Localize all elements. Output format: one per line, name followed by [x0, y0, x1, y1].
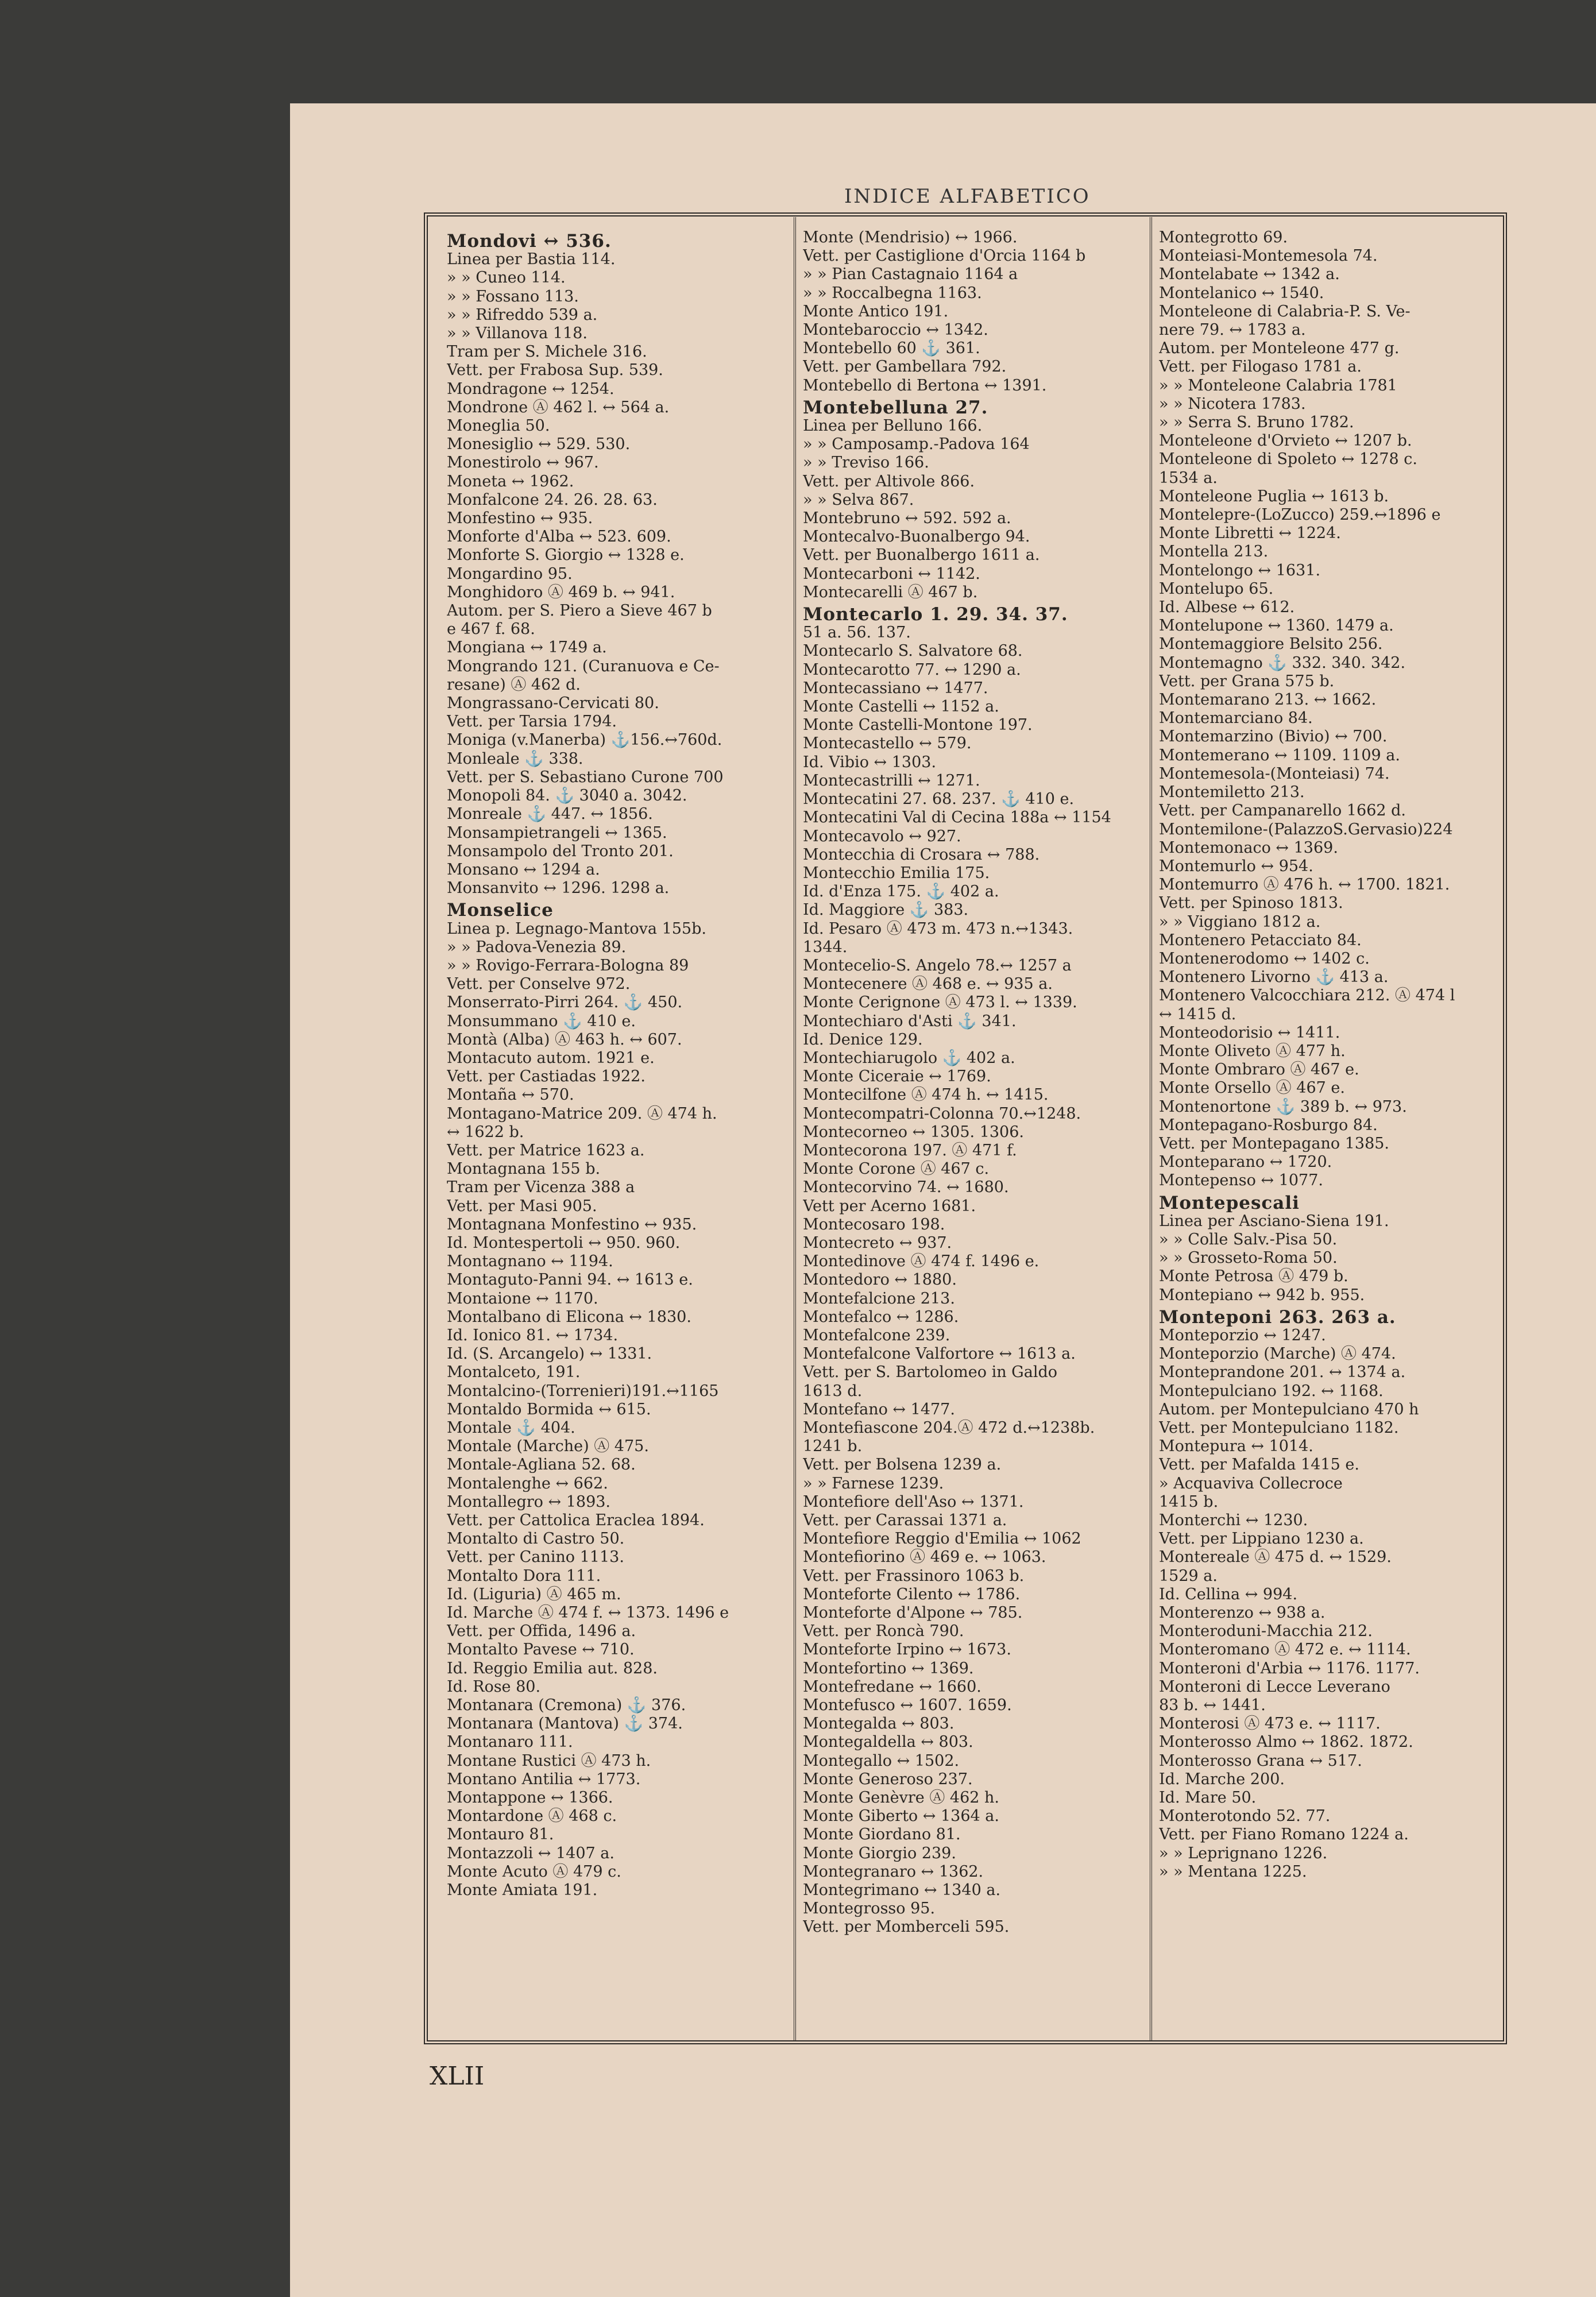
index-entry: Monte (Mendrisio) ↔ 1966. — [803, 229, 1018, 246]
index-entry: Montecarboni ↔ 1142. — [803, 564, 980, 583]
index-entry: Monsummano ⚓ 410 e. — [447, 1012, 636, 1030]
index-entry: Monterenzo ↔ 938 a. — [1159, 1604, 1326, 1622]
index-entry: Montefalco ↔ 1286. — [803, 1308, 959, 1326]
index-entry: Vett. per Altivole 866. — [803, 472, 975, 490]
index-entry: nere 79. ↔ 1783 a. — [1159, 321, 1306, 339]
index-entry: Monteparano ↔ 1720. — [1159, 1153, 1332, 1171]
index-entry: Vett. per Carassai 1371 a. — [803, 1511, 1007, 1530]
index-entry: Monte Orsello Ⓐ 467 e. — [1159, 1079, 1345, 1097]
index-entry: Vett. per Castiadas 1922. — [447, 1068, 646, 1086]
index-entry: Vett. per Montepagano 1385. — [1159, 1134, 1390, 1153]
index-entry: Montemurro Ⓐ 476 h. ↔ 1700. 1821. — [1159, 876, 1450, 894]
index-entry: Montemagno ⚓ 332. 340. 342. — [1159, 653, 1406, 672]
index-entry: Mongrando 121. (Curanuova e Ce- — [447, 657, 720, 675]
index-heading: Monteponi 263. 263 a. — [1159, 1308, 1396, 1327]
index-entry: Montecastello ↔ 579. — [803, 734, 972, 753]
index-entry: Vett. per Castiglione d'Orcia 1164 b — [803, 247, 1086, 265]
index-entry: Monte Cerignone Ⓐ 473 l. ↔ 1339. — [803, 993, 1077, 1012]
index-entry: » » Treviso 166. — [803, 454, 929, 472]
index-entry: Montegrotto 69. — [1159, 229, 1288, 246]
index-entry: Monte Antico 191. — [803, 302, 949, 320]
index-entry: Montepulciano 192. ↔ 1168. — [1159, 1382, 1384, 1400]
index-entry: Vett. per Mafalda 1415 e. — [1159, 1456, 1359, 1474]
index-entry: Montalenghe ↔ 662. — [447, 1474, 608, 1492]
index-entry: Monte Petrosa Ⓐ 479 b. — [1159, 1267, 1348, 1286]
index-entry: Montaione ↔ 1170. — [447, 1289, 598, 1308]
index-entry: ↔ 1415 d. — [1159, 1005, 1236, 1023]
index-entry: Id. (Liguria) Ⓐ 465 m. — [447, 1585, 621, 1603]
index-entry: 1534 a. — [1159, 469, 1218, 487]
index-entry: Vett. per Frassinoro 1063 b. — [803, 1567, 1025, 1585]
index-entry: Montelongo ↔ 1631. — [1159, 561, 1321, 579]
index-entry: Vett. per Buonalbergo 1611 a. — [803, 546, 1040, 564]
index-entry: Moneglia 50. — [447, 417, 550, 435]
index-entry: » » Roccalbegna 1163. — [803, 284, 982, 302]
index-entry: Montenero Livorno ⚓ 413 a. — [1159, 968, 1389, 987]
index-entry: Monteroni d'Arbia ↔ 1176. 1177. — [1159, 1659, 1420, 1677]
index-entry: Montecalvo-Buonalbergo 94. — [803, 528, 1030, 546]
index-entry: » » Monteleone Calabria 1781 — [1159, 376, 1397, 395]
index-entry: Montecilfone Ⓐ 474 h. ↔ 1415. — [803, 1086, 1049, 1104]
index-heading: Monselice — [447, 901, 554, 920]
page-number: XLII — [430, 2062, 485, 2091]
index-entry: Montefusco ↔ 1607. 1659. — [803, 1696, 1012, 1715]
index-column-1 — [447, 229, 789, 2037]
index-entry: Vett. per S. Bartolomeo in Galdo — [803, 1363, 1058, 1382]
index-entry: Montappone ↔ 1366. — [447, 1789, 613, 1807]
index-entry: Montecompatri-Colonna 70.↔1248. — [803, 1104, 1081, 1123]
index-entry: Montecatini 27. 68. 237. ⚓ 410 e. — [803, 790, 1075, 809]
index-entry: Monteleone Puglia ↔ 1613 b. — [1159, 487, 1389, 505]
index-entry: Montale ⚓ 404. — [447, 1419, 575, 1437]
index-entry: resane) Ⓐ 462 d. — [447, 675, 581, 694]
index-entry: Monteroni di Lecce Leverano — [1159, 1677, 1390, 1696]
index-entry: Monteleone d'Orvieto ↔ 1207 b. — [1159, 432, 1412, 450]
index-entry: Montecarotto 77. ↔ 1290 a. — [803, 660, 1021, 679]
index-entry: Monteforte Cilento ↔ 1786. — [803, 1585, 1021, 1603]
index-entry: e 467 f. 68. — [447, 620, 535, 639]
index-entry: Montano Antilia ↔ 1773. — [447, 1770, 641, 1788]
index-entry: Montebello di Bertona ↔ 1391. — [803, 376, 1047, 395]
index-entry: » » Selva 867. — [803, 490, 914, 509]
index-entry: Monterchi ↔ 1230. — [1159, 1511, 1308, 1530]
index-entry: Monteforte d'Alpone ↔ 785. — [803, 1604, 1023, 1622]
index-entry: Monteleone di Calabria-P. S. Ve- — [1159, 302, 1410, 320]
index-entry: Montalto Pavese ↔ 710. — [447, 1641, 635, 1659]
index-entry: Montecchio Emilia 175. — [803, 864, 990, 882]
index-entry: Montegrimano ↔ 1340 a. — [803, 1881, 1001, 1900]
index-entry: Montefiorino Ⓐ 469 e. ↔ 1063. — [803, 1548, 1046, 1567]
index-entry: Vett. per S. Sebastiano Curone 700 — [447, 768, 724, 786]
index-entry: Montegrosso 95. — [803, 1900, 936, 1918]
index-entry: Monterotondo 52. 77. — [1159, 1807, 1331, 1826]
index-entry: Montà (Alba) Ⓐ 463 h. ↔ 607. — [447, 1030, 682, 1049]
index-entry: » » Farnese 1239. — [803, 1474, 944, 1492]
index-entry: » » Colle Salv.-Pisa 50. — [1159, 1230, 1338, 1248]
index-entry: Monte Giorgio 239. — [803, 1844, 956, 1862]
index-entry: Id. Reggio Emilia aut. 828. — [447, 1659, 658, 1677]
index-entry: Montemarciano 84. — [1159, 709, 1313, 728]
index-entry: Montale-Agliana 52. 68. — [447, 1456, 636, 1474]
index-entry: Monteiasi-Montemesola 74. — [1159, 247, 1378, 265]
index-entry: Montecorneo ↔ 1305. 1306. — [803, 1123, 1024, 1141]
index-entry: Montemiletto 213. — [1159, 783, 1305, 802]
index-entry: Montalto Dora 111. — [447, 1567, 601, 1585]
index-entry: Montegaldella ↔ 803. — [803, 1733, 973, 1751]
index-entry: 1344. — [803, 938, 848, 956]
index-entry: Vett. per Frabosa Sup. 539. — [447, 361, 663, 380]
index-entry: Montelanico ↔ 1540. — [1159, 284, 1324, 302]
index-heading: Montecarlo 1. 29. 34. 37. — [803, 605, 1068, 624]
index-entry: Mongardino 95. — [447, 564, 573, 583]
index-entry: Monteodorisio ↔ 1411. — [1159, 1023, 1340, 1042]
index-entry: Monleale ⚓ 338. — [447, 749, 583, 768]
index-entry: Montaguto-Panni 94. ↔ 1613 e. — [447, 1271, 693, 1289]
index-entry: Vett. per Cattolica Eraclea 1894. — [447, 1511, 705, 1530]
index-entry: Montepiano ↔ 942 b. 955. — [1159, 1286, 1365, 1304]
index-entry: » » Serra S. Bruno 1782. — [1159, 413, 1354, 432]
index-entry: Vett per Acerno 1681. — [803, 1197, 976, 1215]
index-entry: » » Rovigo-Ferrara-Bologna 89 — [447, 956, 689, 975]
index-entry: » » Camposamp.-Padova 164 — [803, 435, 1030, 454]
index-entry: Montanaro 111. — [447, 1733, 573, 1751]
index-entry: Montecavolo ↔ 927. — [803, 827, 961, 845]
index-entry: Vett. per Conselve 972. — [447, 975, 631, 993]
index-entry: Montagnana Monfestino ↔ 935. — [447, 1215, 697, 1233]
index-entry: Tram per Vicenza 388 a — [447, 1178, 635, 1197]
index-entry: Montagnana 155 b. — [447, 1160, 601, 1178]
index-entry: Montale (Marche) Ⓐ 475. — [447, 1437, 649, 1456]
index-entry: Monopoli 84. ⚓ 3040 a. 3042. — [447, 787, 687, 805]
index-entry: Autom. per Montepulciano 470 h — [1159, 1400, 1419, 1418]
index-entry: Autom. per Monteleone 477 g. — [1159, 339, 1400, 358]
index-entry: 1613 d. — [803, 1382, 863, 1400]
index-entry: 51 a. 56. 137. — [803, 624, 911, 642]
index-entry: Monte Amiata 191. — [447, 1881, 598, 1900]
index-entry: Montefiore Reggio d'Emilia ↔ 1062 — [803, 1530, 1081, 1548]
index-entry: Montecreto ↔ 937. — [803, 1233, 952, 1252]
index-entry: Montefiore dell'Aso ↔ 1371. — [803, 1492, 1024, 1511]
index-entry: Montalbano di Elicona ↔ 1830. — [447, 1308, 691, 1326]
index-entry: Monte Corone Ⓐ 467 c. — [803, 1160, 990, 1178]
index-entry: Montella 213. — [1159, 543, 1269, 561]
index-entry: Vett. per Filogaso 1781 a. — [1159, 358, 1362, 376]
index-entry: Id. Pesaro Ⓐ 473 m. 473 n.↔1343. — [803, 919, 1073, 938]
index-entry: Monterosso Grana ↔ 517. — [1159, 1751, 1362, 1770]
index-entry: 1241 b. — [803, 1437, 863, 1456]
index-entry: Vett. per Canino 1113. — [447, 1548, 624, 1567]
index-entry: Monte Giordano 81. — [803, 1826, 961, 1844]
index-entry: Montepagano-Rosburgo 84. — [1159, 1116, 1378, 1134]
index-entry: Montemaggiore Belsito 256. — [1159, 635, 1383, 653]
index-entry: » » Fossano 113. — [447, 287, 579, 306]
index-entry: Linea per Asciano-Siena 191. — [1159, 1212, 1389, 1230]
index-entry: Montecatini Val di Cecina 188a ↔ 1154 — [803, 809, 1111, 827]
index-entry: Montazzoli ↔ 1407 a. — [447, 1844, 615, 1862]
index-entry: Montalto di Castro 50. — [447, 1530, 625, 1548]
index-entry: » » Mentana 1225. — [1159, 1862, 1307, 1881]
column-separator — [1150, 217, 1152, 2041]
index-entry: Montefalcone Valfortore ↔ 1613 a. — [803, 1345, 1076, 1363]
index-entry: ↔ 1622 b. — [447, 1123, 524, 1141]
index-entry: Monte Acuto Ⓐ 479 c. — [447, 1862, 621, 1881]
index-entry: Monteporzio (Marche) Ⓐ 474. — [1159, 1345, 1396, 1363]
index-entry: Monteroduni-Macchia 212. — [1159, 1622, 1373, 1641]
index-entry: Vett. per Tarsia 1794. — [447, 713, 617, 731]
index-entry: Montemerano ↔ 1109. 1109 a. — [1159, 746, 1400, 764]
index-entry: Monghidoro Ⓐ 469 b. ↔ 941. — [447, 583, 675, 601]
index-entry: Vett. per Matrice 1623 a. — [447, 1141, 645, 1159]
index-entry: Monfestino ↔ 935. — [447, 509, 593, 528]
index-entry: Mondrone Ⓐ 462 l. ↔ 564 a. — [447, 398, 670, 416]
index-entry: Montenero Valcocchiara 212. Ⓐ 474 l — [1159, 987, 1455, 1005]
index-entry: Montaña ↔ 570. — [447, 1086, 574, 1104]
index-entry: Montalceto, 191. — [447, 1363, 581, 1382]
index-entry: Montechiaro d'Asti ⚓ 341. — [803, 1012, 1017, 1030]
index-entry: Monterosso Almo ↔ 1862. 1872. — [1159, 1733, 1413, 1751]
index-entry: Montecelio-S. Angelo 78.↔ 1257 a — [803, 956, 1072, 975]
index-entry: Montelabate ↔ 1342 a. — [1159, 265, 1340, 284]
index-entry: Montecchia di Crosara ↔ 788. — [803, 845, 1040, 864]
index-entry: Montenero Petacciato 84. — [1159, 931, 1362, 949]
index-entry: Montefredane ↔ 1660. — [803, 1677, 981, 1696]
index-entry: Monreale ⚓ 447. ↔ 1856. — [447, 805, 653, 823]
index-entry: Montecarelli Ⓐ 467 b. — [803, 583, 978, 601]
index-entry: Monteprandone 201. ↔ 1374 a. — [1159, 1363, 1406, 1382]
index-entry: Montechiarugolo ⚓ 402 a. — [803, 1049, 1015, 1067]
page-header: INDICE ALFABETICO — [844, 185, 1091, 208]
index-entry: » » Leprignano 1226. — [1159, 1844, 1328, 1862]
index-entry: Vett. per Masi 905. — [447, 1197, 597, 1215]
index-entry: Montedoro ↔ 1880. — [803, 1271, 957, 1289]
index-entry: Monsano ↔ 1294 a. — [447, 860, 600, 879]
index-entry: Montegallo ↔ 1502. — [803, 1751, 960, 1770]
index-entry: Id. Albese ↔ 612. — [1159, 598, 1295, 617]
index-entry: Monsanvito ↔ 1296. 1298 a. — [447, 879, 670, 898]
index-entry: Montemesola-(Monteiasi) 74. — [1159, 764, 1390, 783]
index-entry: Vett. per Grana 575 b. — [1159, 672, 1335, 690]
index-entry: Vett. per Spinoso 1813. — [1159, 894, 1343, 912]
index-entry: Montanara (Cremona) ⚓ 376. — [447, 1696, 686, 1715]
index-entry: Montecenere Ⓐ 468 e. ↔ 935 a. — [803, 975, 1053, 993]
index-entry: Vett. per Offida, 1496 a. — [447, 1622, 636, 1641]
index-entry: Id. Vibio ↔ 1303. — [803, 753, 937, 771]
index-entry: Id. Rose 80. — [447, 1677, 541, 1696]
index-entry: Montebello 60 ⚓ 361. — [803, 339, 980, 358]
index-entry: » Acquaviva Collecroce — [1159, 1474, 1343, 1492]
index-entry: Moneta ↔ 1962. — [447, 472, 574, 490]
index-entry: Montagano-Matrice 209. Ⓐ 474 h. — [447, 1104, 717, 1123]
index-entry: Tram per S. Michele 316. — [447, 343, 647, 361]
index-entry: Montedinove Ⓐ 474 f. 1496 e. — [803, 1252, 1039, 1271]
index-entry: Montecorona 197. Ⓐ 471 f. — [803, 1141, 1017, 1159]
index-entry: » » Viggiano 1812 a. — [1159, 912, 1321, 931]
index-entry: Montemonaco ↔ 1369. — [1159, 838, 1338, 857]
column-separator — [794, 217, 796, 2041]
index-entry: Montardone Ⓐ 468 c. — [447, 1807, 617, 1826]
index-entry: Id. (S. Arcangelo) ↔ 1331. — [447, 1345, 652, 1363]
index-entry: Montauro 81. — [447, 1826, 554, 1844]
index-entry: Vett. per Roncà 790. — [803, 1622, 964, 1641]
index-entry: Montebruno ↔ 592. 592 a. — [803, 509, 1011, 528]
index-entry: Montemarzino (Bivio) ↔ 700. — [1159, 728, 1388, 746]
index-entry: Moniga (v.Manerba) ⚓156.↔760d. — [447, 731, 722, 749]
index-entry: Monte Castelli-Montone 197. — [803, 716, 1033, 734]
index-entry: Montemarano 213. ↔ 1662. — [1159, 691, 1377, 709]
index-entry: Montemilone-(PalazzoS.Gervasio)224 — [1159, 820, 1453, 838]
index-entry: Montemurlo ↔ 954. — [1159, 857, 1313, 875]
index-entry: Montecorvino 74. ↔ 1680. — [803, 1178, 1009, 1197]
index-entry: Vett. per Momberceli 595. — [803, 1918, 1010, 1936]
index-entry: Monsampolo del Tronto 201. — [447, 842, 674, 860]
index-entry: Monte Libretti ↔ 1224. — [1159, 524, 1341, 543]
index-entry: Monte Oliveto Ⓐ 477 h. — [1159, 1042, 1346, 1060]
index-entry: » » Nicotera 1783. — [1159, 395, 1306, 413]
index-heading: Mondovi ↔ 536. — [447, 232, 612, 251]
index-entry: Monteleone di Spoleto ↔ 1278 c. — [1159, 450, 1417, 469]
index-entry: Monterosi Ⓐ 473 e. ↔ 1117. — [1159, 1715, 1381, 1733]
index-entry: Id. Maggiore ⚓ 383. — [803, 901, 969, 919]
index-entry: Id. Ionico 81. ↔ 1734. — [447, 1326, 619, 1344]
index-entry: Monsampietrangeli ↔ 1365. — [447, 823, 667, 842]
index-entry: Monte Generoso 237. — [803, 1770, 973, 1788]
index-entry: Id. d'Enza 175. ⚓ 402 a. — [803, 883, 999, 901]
index-entry: Monteromano Ⓐ 472 e. ↔ 1114. — [1159, 1641, 1411, 1659]
index-entry: Vett. per Lippiano 1230 a. — [1159, 1530, 1364, 1548]
index-entry: Montaldo Bormida ↔ 615. — [447, 1400, 651, 1418]
index-entry: Vett. per Campanarello 1662 d. — [1159, 802, 1406, 820]
index-entry: Montecastrilli ↔ 1271. — [803, 771, 980, 790]
index-entry: Vett. per Bolsena 1239 a. — [803, 1456, 1002, 1474]
index-entry: Id. Mare 50. — [1159, 1789, 1257, 1807]
index-entry: Montagnano ↔ 1194. — [447, 1252, 613, 1271]
index-entry: Monte Castelli ↔ 1152 a. — [803, 698, 999, 716]
index-column-3 — [1159, 229, 1501, 2037]
index-entry: 1415 b. — [1159, 1492, 1219, 1511]
index-entry: Id. Montespertoli ↔ 950. 960. — [447, 1233, 681, 1252]
index-entry: Vett. per Gambellara 792. — [803, 358, 1007, 376]
index-entry: Montefortino ↔ 1369. — [803, 1659, 974, 1677]
index-entry: Montane Rustici Ⓐ 473 h. — [447, 1751, 651, 1770]
index-entry: Montepenso ↔ 1077. — [1159, 1171, 1323, 1190]
index-entry: Montefalcione 213. — [803, 1289, 955, 1308]
index-entry: Monforte S. Giorgio ↔ 1328 e. — [447, 546, 685, 564]
index-entry: Linea p. Legnago-Mantova 155b. — [447, 919, 706, 938]
index-entry: Montallegro ↔ 1893. — [447, 1492, 611, 1511]
index-entry: 83 b. ↔ 1441. — [1159, 1696, 1266, 1715]
index-entry: Montalcino-(Torrenieri)191.↔1165 — [447, 1382, 719, 1400]
index-entry: Montegalda ↔ 803. — [803, 1715, 954, 1733]
index-entry: » » Padova-Venezia 89. — [447, 938, 627, 956]
index-entry: Montefalcone 239. — [803, 1326, 950, 1344]
index-entry: » » Grosseto-Roma 50. — [1159, 1249, 1338, 1267]
index-entry: Linea per Bastia 114. — [447, 250, 616, 269]
index-entry: Id. Marche 200. — [1159, 1770, 1285, 1788]
index-entry: Vett. per Fiano Romano 1224 a. — [1159, 1826, 1409, 1844]
index-entry: Montanara (Mantova) ⚓ 374. — [447, 1715, 683, 1733]
index-entry: Montereale Ⓐ 475 d. ↔ 1529. — [1159, 1548, 1392, 1567]
index-entry: Montebaroccio ↔ 1342. — [803, 321, 988, 339]
index-entry: Monte Giberto ↔ 1364 a. — [803, 1807, 999, 1826]
index-entry: Mongiana ↔ 1749 a. — [447, 639, 607, 657]
index-entry: Id. Cellina ↔ 994. — [1159, 1585, 1298, 1603]
index-entry: Monte Ciceraie ↔ 1769. — [803, 1068, 991, 1086]
index-entry: Montenerodomo ↔ 1402 c. — [1159, 949, 1370, 968]
index-entry: Id. Denice 129. — [803, 1030, 923, 1049]
index-entry: Monfalcone 24. 26. 28. 63. — [447, 490, 658, 509]
index-entry: Mongrassano-Cervicati 80. — [447, 694, 659, 713]
index-entry: Id. Marche Ⓐ 474 f. ↔ 1373. 1496 e — [447, 1604, 729, 1622]
index-entry: Monte Ombraro Ⓐ 467 e. — [1159, 1061, 1359, 1079]
index-heading: Montebelluna 27. — [803, 398, 988, 417]
index-entry: Montelupone ↔ 1360. 1479 a. — [1159, 617, 1394, 635]
index-entry: Monserrato-Pirri 264. ⚓ 450. — [447, 993, 683, 1012]
index-entry: Monforte d'Alba ↔ 523. 609. — [447, 528, 671, 546]
index-entry: Linea per Belluno 166. — [803, 417, 983, 435]
index-entry: Autom. per S. Piero a Sieve 467 b — [447, 602, 712, 620]
index-entry: Mondragone ↔ 1254. — [447, 380, 615, 398]
index-entry: Montefiascone 204.Ⓐ 472 d.↔1238b. — [803, 1419, 1095, 1437]
index-entry: Montegranaro ↔ 1362. — [803, 1862, 984, 1881]
index-entry: Montepura ↔ 1014. — [1159, 1437, 1313, 1456]
index-entry: Montacuto autom. 1921 e. — [447, 1049, 655, 1067]
index-entry: Vett. per Montepulciano 1182. — [1159, 1419, 1399, 1437]
index-entry: Monte Genèvre Ⓐ 462 h. — [803, 1789, 1000, 1807]
index-entry: » » Rifreddo 539 a. — [447, 306, 598, 324]
index-column-2 — [803, 229, 1145, 2037]
index-entry: Monestirolo ↔ 967. — [447, 454, 599, 472]
index-entry: Montecarlo S. Salvatore 68. — [803, 642, 1023, 660]
index-entry: » » Villanova 118. — [447, 324, 588, 343]
index-entry: » » Pian Castagnaio 1164 a — [803, 265, 1018, 284]
index-entry: » » Cuneo 114. — [447, 269, 566, 287]
index-entry: Montelepre-(LoZucco) 259.↔1896 e — [1159, 506, 1441, 524]
index-entry: Montecassiano ↔ 1477. — [803, 679, 988, 697]
index-heading: Montepescali — [1159, 1193, 1300, 1212]
index-entry: Monteporzio ↔ 1247. — [1159, 1326, 1326, 1344]
index-entry: Montecosaro 198. — [803, 1215, 945, 1233]
index-entry: Monteforte Irpino ↔ 1673. — [803, 1641, 1011, 1659]
index-entry: Montelupo 65. — [1159, 579, 1274, 598]
index-entry: Monesiglio ↔ 529. 530. — [447, 435, 631, 454]
index-entry: 1529 a. — [1159, 1567, 1218, 1585]
index-entry: Montefano ↔ 1477. — [803, 1400, 955, 1418]
index-entry: Montenortone ⚓ 389 b. ↔ 973. — [1159, 1097, 1407, 1116]
